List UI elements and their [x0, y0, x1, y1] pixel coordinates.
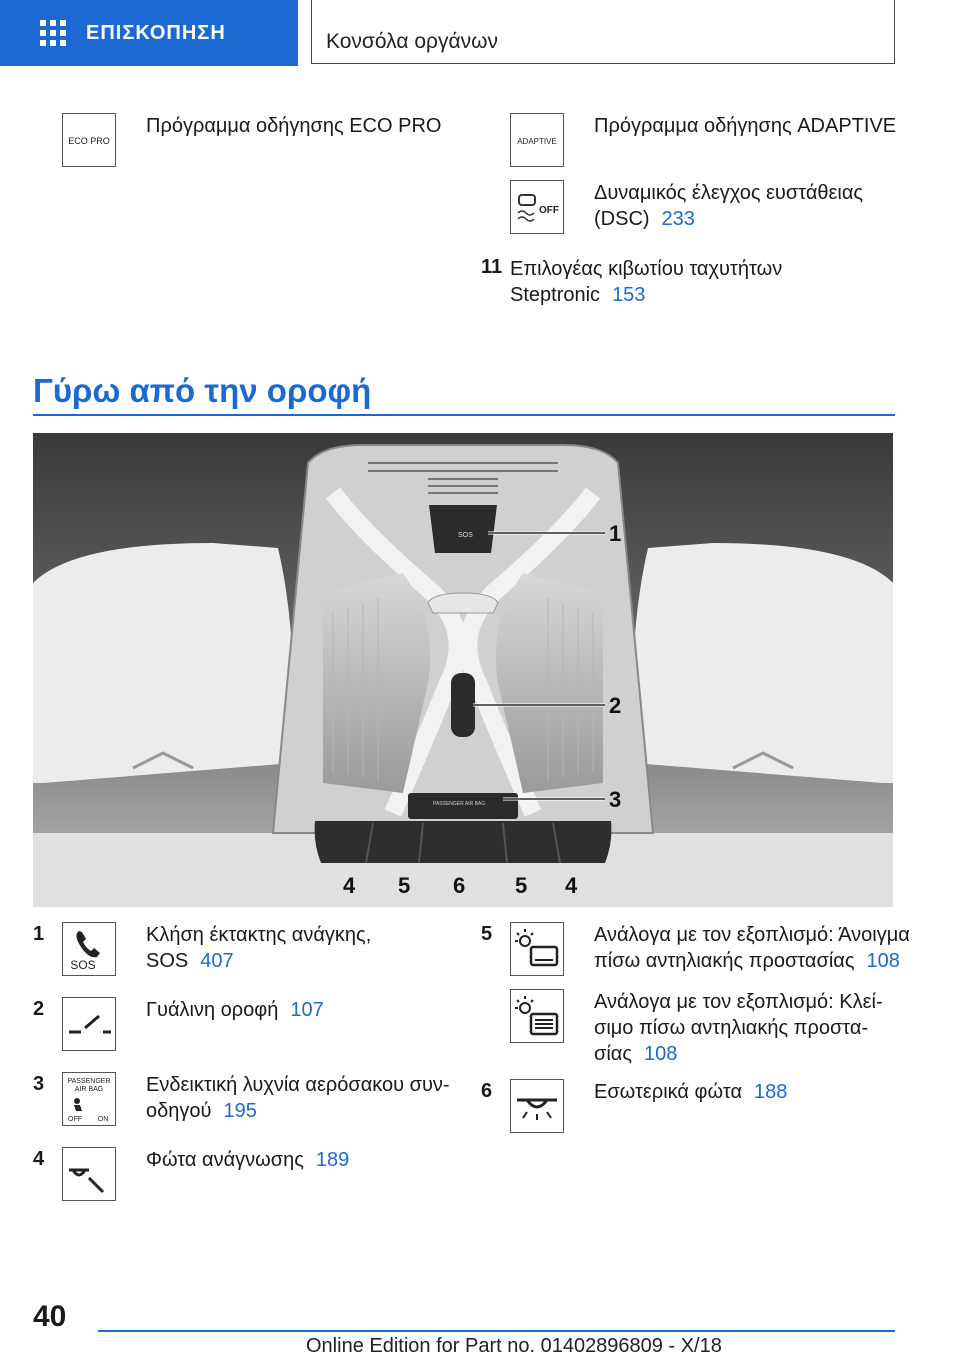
- legend-4-number: 4: [33, 1148, 45, 1170]
- svg-text:4: 4: [343, 873, 356, 898]
- breadcrumb-label: Κονσόλα οργάνων: [326, 30, 498, 53]
- svg-text:SOS: SOS: [458, 532, 473, 539]
- page-number: 40: [33, 1300, 67, 1333]
- interior-light-icon: [510, 1079, 564, 1133]
- dsc-line1: Δυναμικός έλεγχος ευστάθειας: [594, 182, 864, 204]
- item-11-line2: Steptronic: [510, 284, 601, 306]
- legend-1-line2: SOS: [146, 950, 189, 972]
- legend-3-text: [146, 1072, 450, 1124]
- sunblind-close-icon: [510, 989, 564, 1043]
- legend-3-line2: οδηγού: [146, 1100, 212, 1122]
- legend-3-page-ref[interactable]: 195: [223, 1100, 257, 1122]
- legend-2-line1: Γυάλινη οροφή: [146, 999, 279, 1021]
- svg-text:4: 4: [565, 873, 578, 898]
- item-11-line1: Επιλογέας κιβωτίου ταχυτήτων: [510, 258, 783, 280]
- tab-overview[interactable]: [0, 0, 298, 66]
- passenger-airbag-icon: [62, 1072, 116, 1126]
- svg-text:OFF: OFF: [539, 205, 559, 216]
- adaptive-icon: [510, 113, 564, 167]
- legend-6-text: [594, 1079, 787, 1105]
- legend-1-line1: Κλήση έκτακτης ανάγκης,: [146, 924, 372, 946]
- legend-1-page-ref[interactable]: 407: [200, 950, 234, 972]
- glass-roof-icon: [62, 997, 116, 1051]
- dsc-line2: (DSC): [594, 208, 650, 230]
- legend-2-text: [146, 997, 324, 1023]
- legend-5b-text: [594, 989, 883, 1067]
- svg-text:3: 3: [609, 787, 622, 812]
- item-11-page-ref[interactable]: 153: [612, 284, 646, 306]
- legend-5a-line1: Ανάλογα με τον εξοπλισμό: Άνοιγμα: [594, 924, 910, 946]
- legend-2-page-ref[interactable]: 107: [290, 999, 324, 1021]
- legend-5a-page-ref[interactable]: 108: [866, 950, 900, 972]
- legend-4-page-ref[interactable]: 189: [315, 1149, 350, 1171]
- legend-5a-text: [594, 922, 910, 974]
- sos-phone-icon: [62, 922, 116, 976]
- section-title: Γύρω από την οροφή: [33, 372, 372, 409]
- breadcrumb[interactable]: [311, 0, 895, 64]
- roof-console-photo: [33, 433, 893, 907]
- footer-divider: [98, 1330, 895, 1332]
- svg-text:PASSENGER AIR BAG: PASSENGER AIR BAG: [433, 801, 486, 807]
- legend-5a-line2: πίσω αντηλιακής προστασίας: [594, 950, 855, 972]
- item-11-number: 11: [481, 256, 503, 278]
- svg-text:5: 5: [398, 873, 411, 898]
- reading-light-icon: [62, 1147, 116, 1201]
- legend-6-line1: Εσωτερικά φώτα: [594, 1081, 743, 1103]
- legend-3-number: 3: [33, 1073, 45, 1095]
- svg-text:2: 2: [609, 693, 622, 718]
- svg-text:SOS: SOS: [70, 958, 96, 972]
- svg-text:ECO PRO: ECO PRO: [68, 136, 110, 146]
- legend-1-number: 1: [33, 923, 45, 945]
- adaptive-label: Πρόγραμμα οδήγησης ADAPTIVE: [594, 115, 897, 137]
- svg-text:1: 1: [609, 521, 622, 546]
- dsc-page-ref[interactable]: 233: [661, 208, 695, 230]
- legend-2-number: 2: [33, 998, 45, 1020]
- svg-text:ADAPTIVE: ADAPTIVE: [517, 137, 557, 146]
- legend-5b-line2: σιμο πίσω αντηλιακής προστα-: [594, 1017, 869, 1039]
- dsc-off-icon: [510, 180, 564, 234]
- grid-menu-icon: [40, 20, 66, 46]
- svg-text:5: 5: [515, 873, 528, 898]
- eco-pro-label: Πρόγραμμα οδήγησης ECO PRO: [146, 115, 442, 137]
- sunblind-open-icon: [510, 922, 564, 976]
- svg-text:ON: ON: [97, 1116, 109, 1123]
- svg-text:AIR BAG: AIR BAG: [74, 1086, 104, 1093]
- legend-5b-page-ref[interactable]: 108: [644, 1043, 678, 1065]
- svg-text:PASSENGER: PASSENGER: [67, 1078, 111, 1085]
- item-11-description: [510, 256, 782, 308]
- edition-footer: Online Edition for Part no. 01402896809 - X/18: [306, 1335, 722, 1357]
- svg-text:6: 6: [453, 873, 466, 898]
- legend-3-line1: Ενδεικτική λυχνία αερόσακου συν-: [146, 1074, 450, 1096]
- legend-5-number: 5: [481, 923, 493, 945]
- legend-6-number: 6: [481, 1080, 493, 1102]
- legend-4-text: [146, 1147, 349, 1173]
- svg-text:OFF: OFF: [68, 1116, 82, 1123]
- legend-1-text: [146, 922, 371, 974]
- legend-5b-line3: σίας: [594, 1043, 632, 1065]
- legend-6-page-ref[interactable]: 188: [754, 1081, 788, 1103]
- top-navigation-bar: [0, 0, 960, 66]
- section-divider: [33, 414, 895, 416]
- dsc-description: [594, 180, 863, 232]
- tab-overview-label: ΕΠΙΣΚΟΠΗΣΗ: [86, 21, 226, 44]
- legend-4-line1: Φώτα ανάγνωσης: [146, 1149, 304, 1171]
- legend-5b-line1: Ανάλογα με τον εξοπλισμό: Κλεί-: [594, 991, 883, 1013]
- eco-pro-icon: [62, 113, 116, 167]
